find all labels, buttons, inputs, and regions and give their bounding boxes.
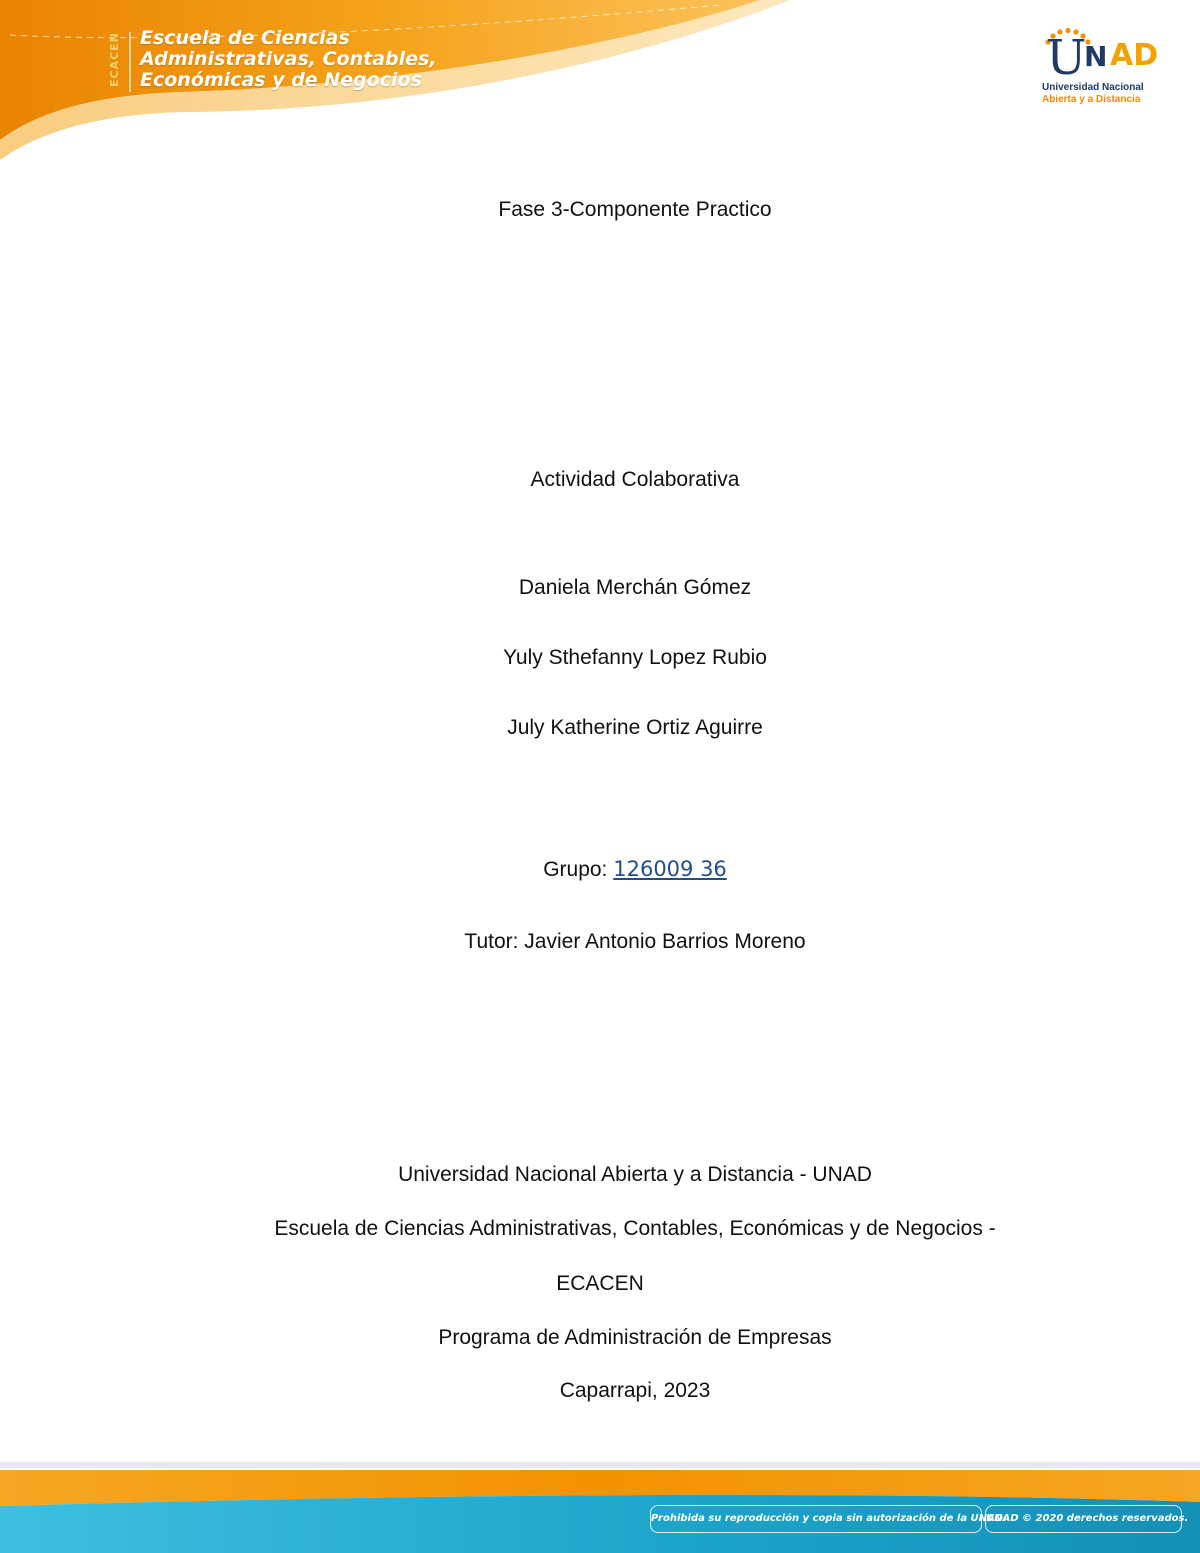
institution-line: Universidad Nacional Abierta y a Distancia - UNAD [398,1163,872,1186]
author-1: Daniela Merchán Gómez [518,576,752,599]
school-name-banner [140,28,437,91]
footer-banner [0,1462,1200,1553]
school-line: Escuela de Ciencias Administrativas, Contables, Económicas y de Negocios - [274,1217,996,1240]
program-line: Programa de Administración de Empresas [438,1326,832,1349]
logo-letter-u: U [1046,30,1087,86]
header-banner [0,0,1200,175]
footer-rights-notice: UNAD © 2020 derechos reservados. [985,1505,1182,1533]
ecacen-vertical-label: ECACEN [108,32,121,88]
logo-letter-n: N [1084,40,1108,73]
school-line-2: Administrativas, Contables, [140,48,437,70]
school-line-1: Escuela de Ciencias [140,27,350,49]
group-label: Grupo: [543,858,614,881]
author-2: Yuly Sthefanny Lopez Rubio [503,646,767,669]
school-abbreviation: ECACEN [556,1272,644,1295]
logo-letters-ad: AD [1110,38,1159,73]
logo-subtitle-2: Abierta y a Distancia [1042,94,1141,105]
unad-logo [1040,28,1165,108]
group-number-link[interactable]: 126009 36 [613,857,727,881]
activity-title: Actividad Colaborativa [530,468,740,491]
group-line [35,856,1200,883]
document-title: Fase 3-Componente Practico [498,198,772,221]
school-line-3: Económicas y de Negocios [140,69,422,91]
footer-copy-notice: Prohibida su reproducción y copia sin autorización de la UNAD. [650,1505,982,1533]
place-date-line: Caparrapi, 2023 [559,1379,711,1402]
tutor-line: Tutor: Javier Antonio Barrios Moreno [464,930,806,953]
logo-subtitle-1: Universidad Nacional [1042,82,1144,93]
author-3: July Katherine Ortiz Aguirre [507,716,763,739]
